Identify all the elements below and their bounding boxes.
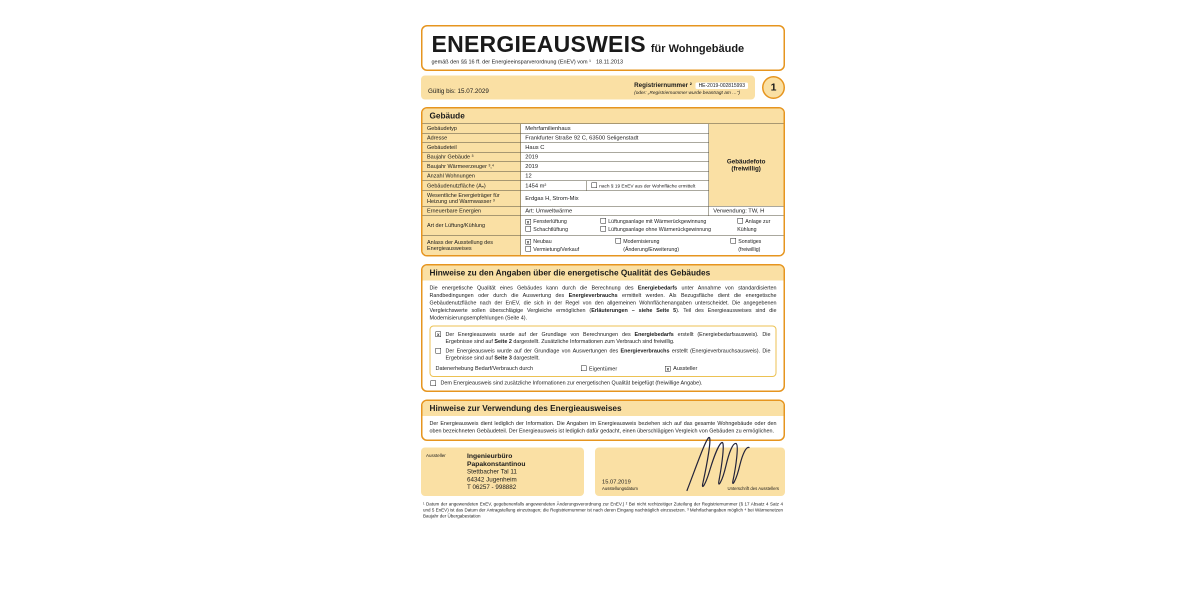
checkbox-label: Modernisierung [623, 238, 660, 245]
checkbox-eigentuemer [581, 365, 587, 371]
issuer-street: Stettbacher Tal 11 [467, 467, 517, 475]
registry-number: HE-2019-002815993 [696, 83, 748, 90]
signature-box [595, 447, 785, 496]
registry-label: Registriernummer ² [634, 81, 692, 89]
row-label: Anzahl Wohnungen [423, 171, 521, 181]
checkbox-label: Anlage zur Kühlung [737, 218, 771, 233]
row-value: 1454 m² [521, 181, 587, 191]
gebaeude-table [423, 124, 784, 256]
row-value: Haus C [521, 143, 709, 153]
checkbox-vermietung [525, 246, 531, 252]
checkbox-label: nach § 19 EnEV aus der Wohnfläche ermittelt [599, 183, 696, 189]
registry-block [634, 82, 748, 96]
bedarfsausweis-text: Der Energieausweis wurde auf der Grundlage von Berechnungen des Energiebedarfs erstellt (Energiebedarfsausweis). Die Ergebnisse sind auf Seite 2 dargestellt. Zusätzliche Informationen zum Verbrauch sind freiwillig. [445, 331, 771, 345]
row-label: Gebäudenutzfläche (Aₙ) [423, 181, 521, 191]
verbrauchsausweis-text: Der Energieausweis wurde auf der Grundlage von Auswertungen des Energieverbrauchs erstellt (Energieverbrauchsausweis). Die Ergebnisse sind auf Seite 3 dargestellt. [445, 347, 771, 362]
registry-note: (oder: „Registriernummer wurde beantragt am …“) [634, 90, 741, 96]
checkbox-schachtlueftung [525, 226, 531, 232]
row-label: Gebäudeteil [423, 143, 521, 153]
page-number-badge: 1 [762, 76, 785, 99]
section-hinweise-qualitaet [421, 264, 785, 392]
validity-row [421, 76, 785, 100]
checkbox-sublabel: (Änderung/Erweiterung) [623, 246, 679, 253]
checkbox-label: Aussteller [673, 365, 698, 372]
law-text: gemäß den §§ 16 ff. der Energieeinsparverordnung (EnEV) vom ¹ [431, 59, 591, 65]
checkbox-wohnflaeche [591, 183, 597, 189]
issuer-row [421, 447, 785, 496]
photo-line2: (freiwillig) [731, 165, 761, 172]
section-heading: Hinweise zur Verwendung des Energieausweises [423, 401, 784, 416]
checkbox-label: Lüftungsanlage mit Wärmerückgewinnung [608, 218, 707, 225]
datenerhebung-row [436, 365, 771, 372]
anlass-options [521, 236, 784, 256]
table-row [423, 124, 784, 134]
checkbox-modernisierung [615, 238, 621, 244]
title-suffix: für Wohngebäude [650, 42, 745, 55]
checkbox-zusatzinfo [431, 380, 437, 386]
checkbox-label: Sonstiges [738, 238, 762, 245]
checkbox-label: Neubau [533, 238, 552, 245]
certificate-type-box [430, 325, 777, 377]
row-label: Anlass der Ausstellung des Energieausweises [423, 236, 521, 256]
row-label: Baujahr Gebäude ³ [423, 152, 521, 162]
checkbox-label: Vermietung/Verkauf [533, 246, 580, 253]
issuer-phone: T 06257 - 998882 [467, 483, 517, 491]
checkbox-verbrauchsausweis [436, 348, 442, 354]
building-photo-placeholder [709, 124, 784, 207]
photo-line1: Gebäudefoto [726, 158, 766, 165]
row-label: Erneuerbare Energien [423, 206, 521, 216]
checkbox-kuehlung [737, 218, 743, 224]
row-label: Adresse [423, 133, 521, 143]
page-title: ENERGIEAUSWEIS [431, 31, 646, 57]
issuer-address [467, 452, 526, 492]
row-value: Mehrfamilienhaus [521, 124, 709, 134]
wohnflaeche-option [587, 181, 709, 191]
issuer-name-line1: Ingenieurbüro [467, 451, 513, 460]
issue-date: 15.07.2019 [602, 478, 631, 485]
checkbox-sonstiges [730, 238, 736, 244]
issuer-label: Aussteller [426, 452, 446, 458]
checkbox-label: Eigentümer [589, 365, 618, 372]
quality-intro-paragraph: Die energetische Qualität eines Gebäudes kann durch die Berechnung des Energiebedarfs unter Annahme von standardisierten Randbedingungen oder durch die Auswertung des Energieverbrauchs ermittelt werden. Als Bezugsfläche dient die energetische Gebäudenutzfläche nach der EnEV, die sich in der Regel von den allgemeinen Wohnflächenangaben unterscheidet. Die angegebenen Vergleichswerte sollen überschlägige Vergleiche ermöglichen (Erläuterungen – siehe Seite 5). Teil des Energieausweises sind die Modernisierungsempfehlungen (Seite 4). [429, 285, 777, 321]
table-row [423, 206, 784, 216]
issuer-city: 64342 Jugenheim [467, 475, 517, 483]
checkbox-sublabel: (freiwillig) [738, 246, 761, 253]
verwendung-paragraph: Der Energieausweis dient lediglich der Information. Die Angaben im Energieausweis beziehen sich auf das gesamte Wohngebäude oder den oben bezeichneten Gebäudeteil. Der Energieausweis ist lediglich dafür gedacht, einen überschlägigen Vergleich von Gebäuden zu ermöglichen. [429, 420, 777, 434]
zusatz-text: Dem Energieausweis sind zusätzliche Informationen zur energetischen Qualität beigefügt (freiwillige Angabe). [440, 379, 703, 386]
table-row [423, 216, 784, 236]
signature-icon [677, 434, 762, 493]
row-value: Frankfurter Straße 92 C, 63500 Seligenstadt [521, 133, 709, 143]
checkbox-neubau: x [526, 239, 530, 245]
section-gebaeude-heading: Gebäude [423, 109, 784, 124]
title-box [421, 25, 785, 71]
table-row [423, 236, 784, 256]
energy-certificate-document [421, 25, 785, 585]
valid-until: Gültig bis: 15.07.2029 [428, 87, 489, 95]
checkbox-label: Fensterlüftung [533, 218, 567, 225]
issue-date-block [602, 479, 638, 491]
checkbox-bedarfsausweis: x [436, 331, 440, 337]
row-label: Art der Lüftung/Kühlung [423, 216, 521, 236]
checkbox-lueftung-mit-wrg [600, 218, 606, 224]
checkbox-lueftung-ohne-wrg [600, 226, 606, 232]
checkbox-label: Lüftungsanlage ohne Wärmerückgewinnung [608, 226, 711, 233]
signature-label: Unterschrift des Ausstellers [727, 485, 779, 491]
zusatz-info-row [430, 380, 777, 386]
footnotes: ¹ Datum der angewendeten EnEV, gegebenenfalls angewendeten Änderungsverordnung zur EnEV.) ² Bei nicht rechtzeitiger Zuteilung der Registriernummer (§ 17 Absatz 4 Satz 4 und 5 EnEV) ist das Datum der Antragstellung einzutragen; die Registriernummer ist nach deren Eingang nachträglich einzusetzen. ³ Mehrfachangaben möglich ⁴ bei Wärmenetzen Baujahr der Übergabestation [423, 501, 783, 519]
row-label: Gebäudetyp [423, 124, 521, 134]
section-heading: Hinweise zu den Angaben über die energetische Qualität des Gebäudes [423, 266, 784, 281]
checkbox-label: Schachtlüftung [533, 226, 568, 233]
section-gebaeude [421, 107, 785, 257]
issue-date-label: Ausstellungsdatum [602, 485, 638, 491]
row-value: 2019 [521, 162, 709, 172]
law-reference-line [432, 59, 775, 65]
row-label: Baujahr Wärmeerzeuger ³,⁴ [423, 162, 521, 172]
row-value: 2019 [521, 152, 709, 162]
issuer-name-line2: Papakonstantinou [467, 459, 526, 468]
checkbox-aussteller: x [666, 366, 670, 372]
row-value: Art: Umweltwärme [521, 206, 709, 216]
lueftung-options [521, 216, 784, 236]
law-date: 18.11.2013 [595, 59, 624, 65]
checkbox-fensterlueftung: x [526, 219, 530, 225]
validity-bar [421, 76, 755, 100]
row-value2: Verwendung: TW, H [709, 206, 784, 216]
row-value: 12 [521, 171, 709, 181]
datenerhebung-label: Datenerhebung Bedarf/Verbrauch durch [435, 365, 534, 372]
row-value: Erdgas H, Strom-Mix [521, 191, 709, 207]
issuer-box [421, 447, 584, 496]
row-label: Wesentliche Energieträger für Heizung und Warmwasser ³ [423, 191, 521, 207]
